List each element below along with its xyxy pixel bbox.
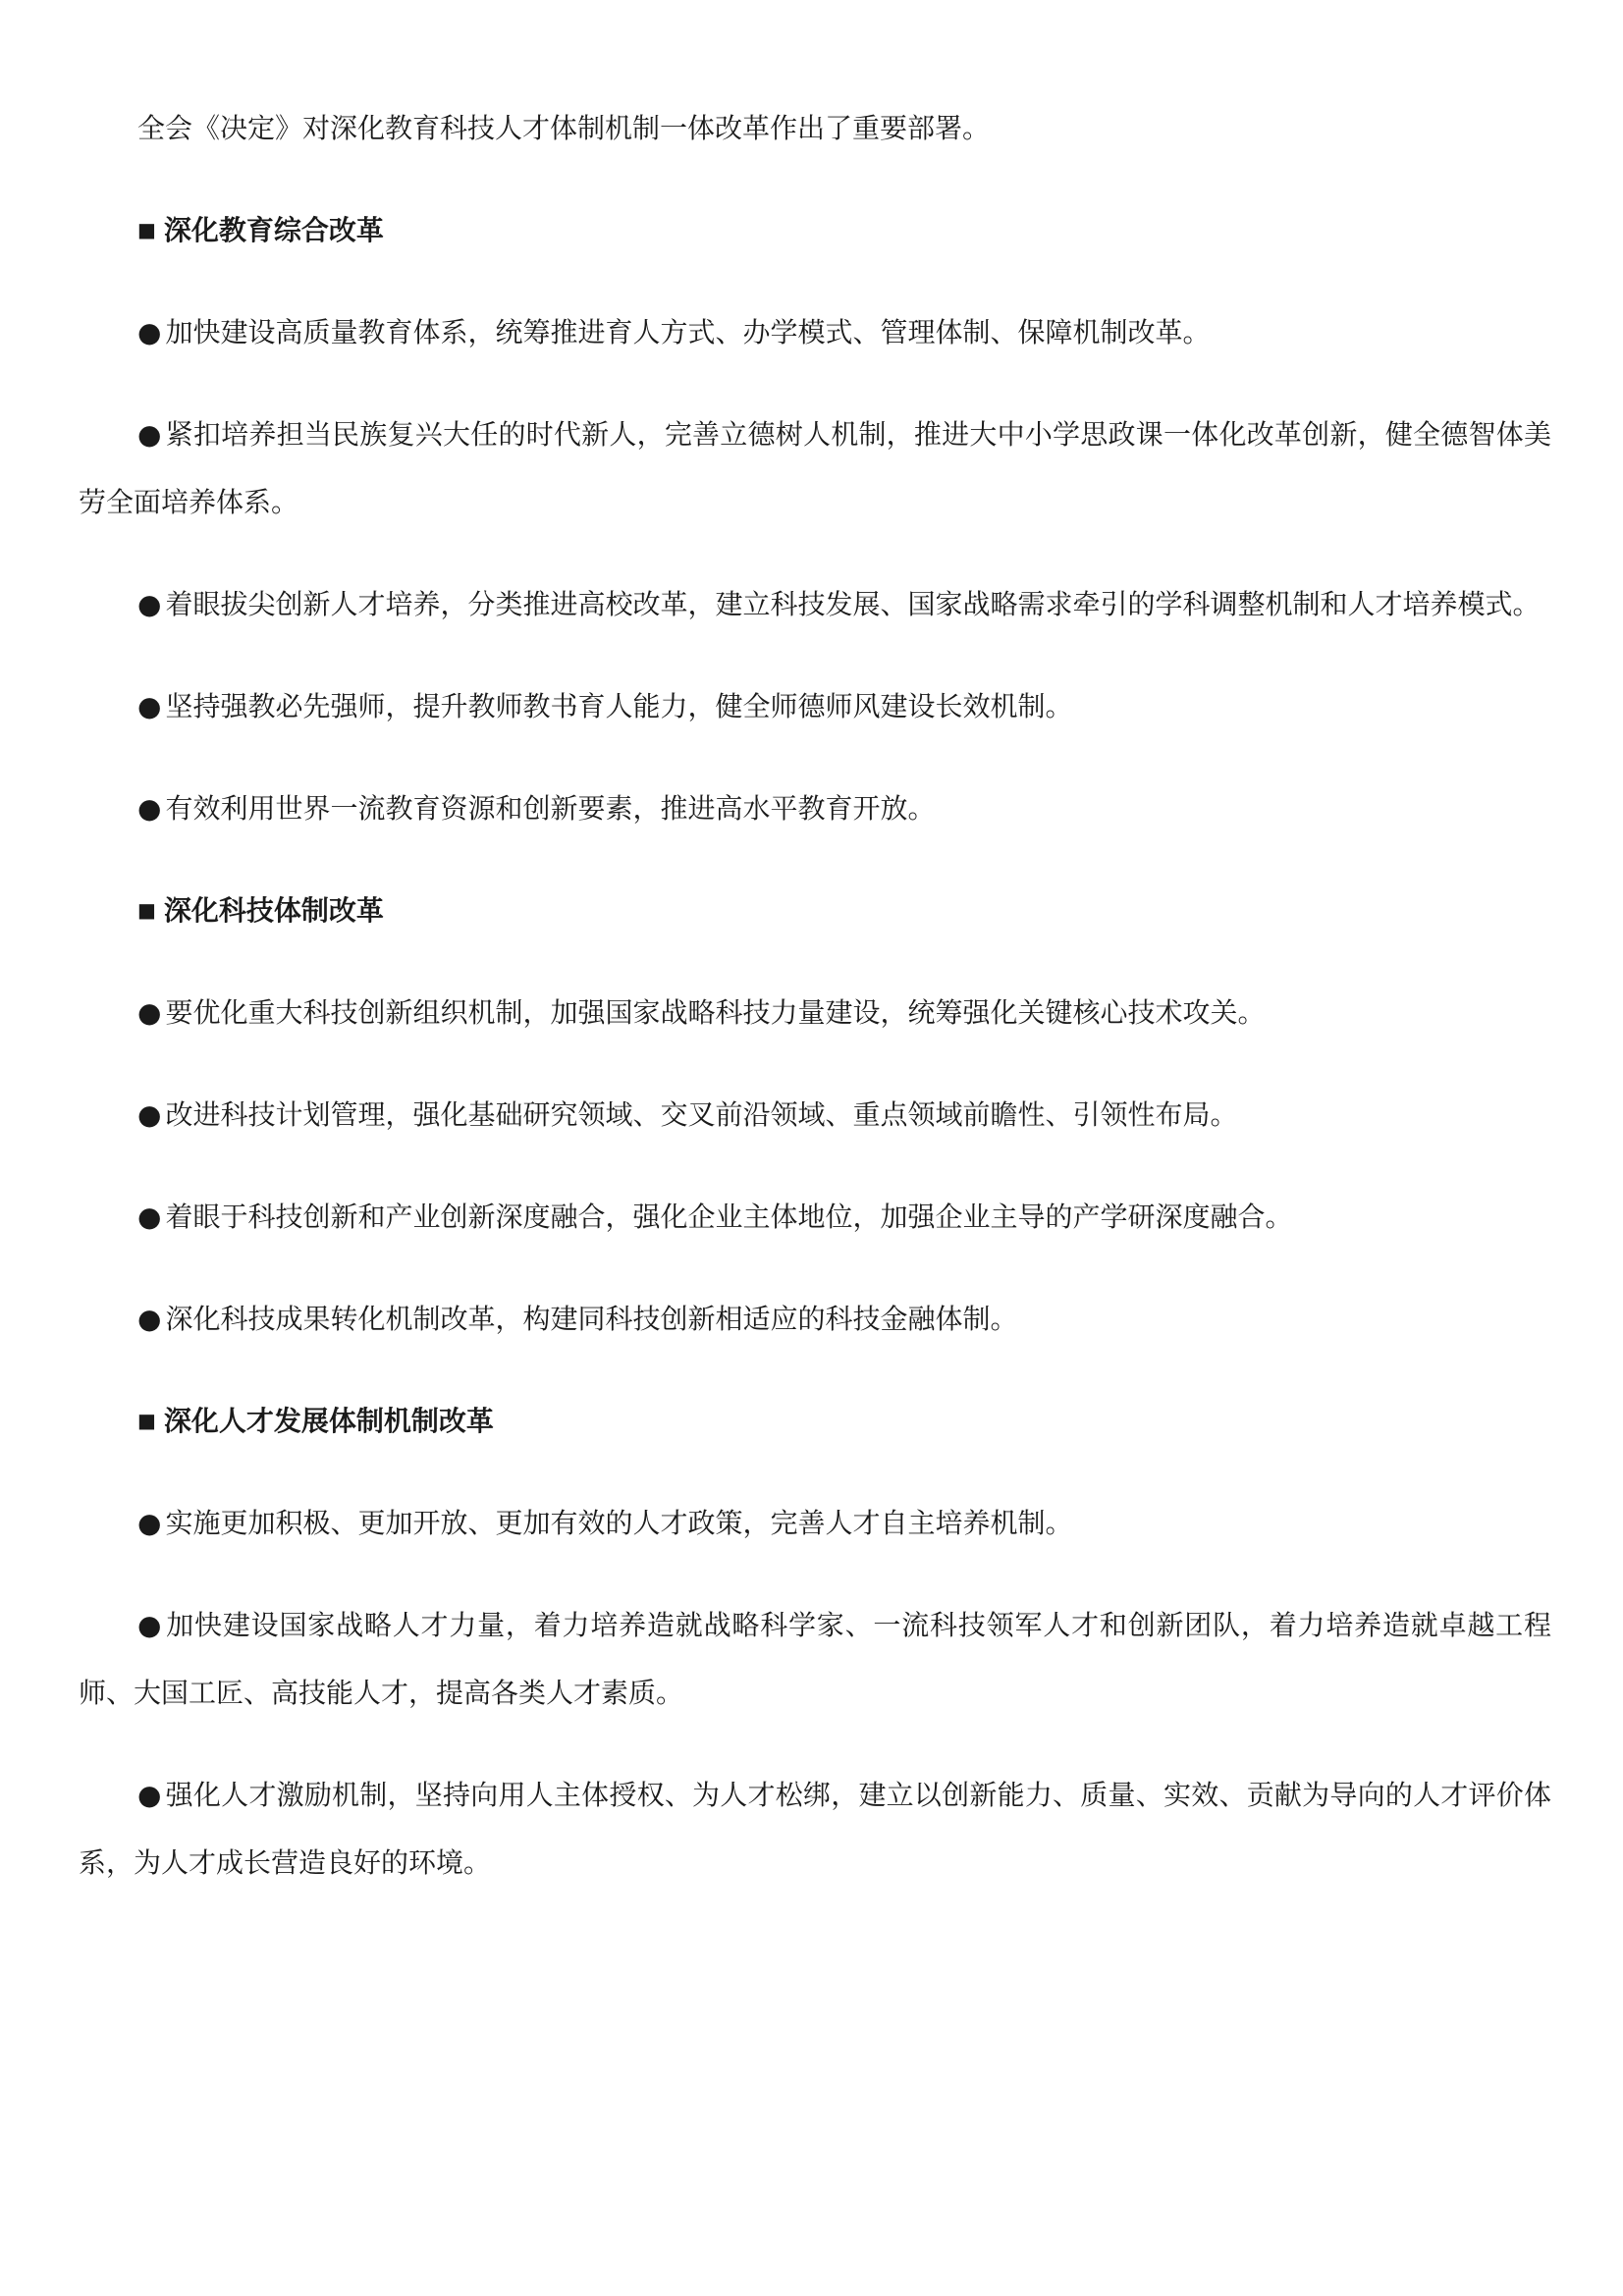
round-bullet-icon: ● bbox=[137, 1201, 162, 1233]
article-body bbox=[79, 94, 1551, 1931]
bullet-paragraph bbox=[79, 1183, 1551, 1251]
section-heading-education bbox=[79, 196, 1551, 264]
round-bullet-icon: ● bbox=[137, 1779, 162, 1811]
square-bullet-icon: ■ bbox=[137, 218, 156, 241]
square-bullet-icon: ■ bbox=[137, 1409, 156, 1432]
bullet-paragraph bbox=[79, 1591, 1551, 1727]
round-bullet-icon: ● bbox=[137, 418, 162, 451]
bullet-paragraph bbox=[79, 298, 1551, 366]
bullet-paragraph bbox=[79, 400, 1551, 536]
bullet-paragraph bbox=[79, 774, 1551, 842]
round-bullet-icon: ● bbox=[137, 1609, 162, 1641]
round-bullet-icon: ● bbox=[137, 1303, 162, 1335]
round-bullet-icon: ● bbox=[137, 996, 162, 1029]
bullet-paragraph bbox=[79, 979, 1551, 1046]
bullet-paragraph bbox=[79, 672, 1551, 740]
bullet-text: 加快建设国家战略人才力量，着力培养造就战略科学家、一流科技领军人才和创新团队，着力培养造就卓越工程师、大国工匠、高技能人才，提高各类人才素质。 bbox=[79, 1609, 1551, 1709]
section-heading-technology bbox=[79, 877, 1551, 944]
section-title: 深化人才发展体制机制改革 bbox=[163, 1405, 494, 1437]
bullet-text: 着眼于科技创新和产业创新深度融合，强化企业主体地位，加强企业主导的产学研深度融合。 bbox=[165, 1201, 1293, 1233]
section-heading-talent bbox=[79, 1387, 1551, 1455]
round-bullet-icon: ● bbox=[137, 1507, 162, 1539]
bullet-text: 实施更加积极、更加开放、更加有效的人才政策，完善人才自主培养机制。 bbox=[165, 1507, 1073, 1539]
round-bullet-icon: ● bbox=[137, 690, 162, 722]
bullet-paragraph bbox=[79, 1761, 1551, 1896]
section-title: 深化科技体制改革 bbox=[163, 894, 384, 927]
bullet-text: 深化科技成果转化机制改革，构建同科技创新相适应的科技金融体制。 bbox=[165, 1303, 1018, 1335]
bullet-text: 有效利用世界一流教育资源和创新要素，推进高水平教育开放。 bbox=[165, 792, 936, 825]
bullet-paragraph bbox=[79, 1489, 1551, 1557]
bullet-paragraph bbox=[79, 570, 1551, 638]
round-bullet-icon: ● bbox=[137, 792, 162, 825]
section-title: 深化教育综合改革 bbox=[163, 214, 384, 246]
intro-paragraph: 全会《决定》对深化教育科技人才体制机制一体改革作出了重要部署。 bbox=[137, 112, 991, 144]
bullet-text: 改进科技计划管理，强化基础研究领域、交叉前沿领域、重点领域前瞻性、引领性布局。 bbox=[165, 1098, 1238, 1131]
bullet-text: 坚持强教必先强师，提升教师教书育人能力，健全师德师风建设长效机制。 bbox=[165, 690, 1073, 722]
bullet-text: 加快建设高质量教育体系，统筹推进育人方式、办学模式、管理体制、保障机制改革。 bbox=[165, 316, 1211, 348]
bullet-text: 要优化重大科技创新组织机制，加强国家战略科技力量建设，统筹强化关键核心技术攻关。 bbox=[165, 996, 1266, 1029]
round-bullet-icon: ● bbox=[137, 1098, 162, 1131]
round-bullet-icon: ● bbox=[137, 316, 162, 348]
bullet-text: 着眼拔尖创新人才培养，分类推进高校改革，建立科技发展、国家战略需求牵引的学科调整机制和人才培养模式。 bbox=[165, 588, 1541, 620]
bullet-text: 紧扣培养担当民族复兴大任的时代新人，完善立德树人机制，推进大中小学思政课一体化改革创新，健全德智体美劳全面培养体系。 bbox=[79, 418, 1551, 518]
square-bullet-icon: ■ bbox=[137, 898, 156, 922]
bullet-text: 强化人才激励机制，坚持向用人主体授权、为人才松绑，建立以创新能力、质量、实效、贡献为导向的人才评价体系，为人才成长营造良好的环境。 bbox=[79, 1779, 1551, 1879]
bullet-paragraph bbox=[79, 1285, 1551, 1353]
round-bullet-icon: ● bbox=[137, 588, 162, 620]
bullet-paragraph bbox=[79, 1081, 1551, 1148]
